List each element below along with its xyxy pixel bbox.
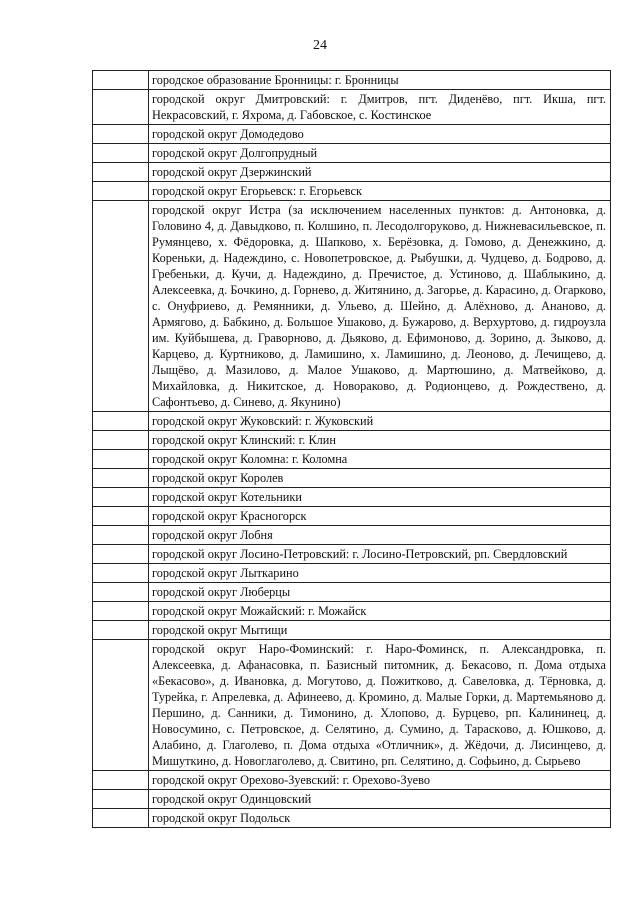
blank-cell — [93, 640, 149, 771]
table-row — [93, 71, 611, 90]
table-row — [93, 182, 611, 201]
table-cell: городской округ Дмитровский: г. Дмитров, пгт. Диденёво, пгт. Икша, пгт. Некрасовский, г. Яхрома, д. Габовское, с. Костинское — [149, 90, 611, 125]
table-cell: городской округ Клинский: г. Клин — [149, 431, 611, 450]
table-row — [93, 201, 611, 412]
table-row — [93, 526, 611, 545]
blank-cell — [93, 431, 149, 450]
blank-cell — [93, 71, 149, 90]
table-cell: городской округ Люберцы — [149, 583, 611, 602]
table-row — [93, 507, 611, 526]
table-cell: городской округ Долгопрудный — [149, 144, 611, 163]
table-cell: городское образование Бронницы: г. Бронницы — [149, 71, 611, 90]
blank-cell — [93, 90, 149, 125]
table-row — [93, 469, 611, 488]
blank-cell — [93, 144, 149, 163]
blank-cell — [93, 125, 149, 144]
table-cell: городской округ Королев — [149, 469, 611, 488]
table-row — [93, 163, 611, 182]
blank-cell — [93, 564, 149, 583]
table-cell: городской округ Лыткарино — [149, 564, 611, 583]
table-row — [93, 640, 611, 771]
table-cell: городской округ Лобня — [149, 526, 611, 545]
blank-cell — [93, 507, 149, 526]
table-cell: городской округ Дзержинский — [149, 163, 611, 182]
page-number: 24 — [313, 38, 327, 53]
table-row — [93, 431, 611, 450]
municipality-table — [92, 70, 611, 828]
blank-cell — [93, 182, 149, 201]
blank-cell — [93, 602, 149, 621]
table-cell: городской округ Орехово-Зуевский: г. Орехово-Зуево — [149, 771, 611, 790]
blank-cell — [93, 469, 149, 488]
blank-cell — [93, 201, 149, 412]
table-row — [93, 144, 611, 163]
table-cell: городской округ Котельники — [149, 488, 611, 507]
table-cell: городской округ Истра (за исключением населенных пунктов: д. Антоновка, д. Головино 4, д. Давыдково, п. Колшино, п. Лесодолгоруково, д. Нижневасильевское, п. Румянцево, х. Фёдоровка, д. Шапково, х. Берёзовка, д. Гомово, д. Денежкино, д. Кореньки, д. Надеждино, с. Новопетровское, д. Рыбушки, д. Чудцево, д. Бодрово, д. Гребеньки, д. Кучи, д. Надеждино, д. Пречистое, д. Устиново, д. Шаблыкино, д. Алексеевка, д. Бочкино, д. Горнево, д. Житянино, д. Загорье, д. Карасино, д. Огарково, с. Онуфриево, д. Ремянники, д. Ульево, д. Шейно, д. Алёхново, д. Ананово, д. Армягово, д. Бабкино, д. Большое Ушаково, д. Бужарово, д. Верхуртово, д. гидроузла им. Куйбышева, д. Граворново, д. Дьяково, д. Ефимоново, д. Зорино, д. Зыково, д. Карцево, д. Куртниково, д. Ламишино, х. Ламишино, д. Леоново, д. Лечищево, д. Лыщёво, д. Мазилово, д. Малое Ушаково, д. Мартюшино, д. Матвейково, д. Михайловка, д. Никитское, д. Новораково, д. Родионцево, д. Рождествено, д. Сафонтьево, д. Синево, д. Якунино) — [149, 201, 611, 412]
table-cell: городской округ Одинцовский — [149, 790, 611, 809]
blank-cell — [93, 809, 149, 828]
blank-cell — [93, 450, 149, 469]
table-cell: городской округ Красногорск — [149, 507, 611, 526]
blank-cell — [93, 526, 149, 545]
blank-cell — [93, 583, 149, 602]
table-row — [93, 125, 611, 144]
table-cell: городской округ Жуковский: г. Жуковский — [149, 412, 611, 431]
table-row — [93, 450, 611, 469]
table-cell: городской округ Лосино-Петровский: г. Лосино-Петровский, рп. Свердловский — [149, 545, 611, 564]
table-cell: городской округ Можайский: г. Можайск — [149, 602, 611, 621]
table-row — [93, 488, 611, 507]
blank-cell — [93, 545, 149, 564]
table-row — [93, 809, 611, 828]
table-row — [93, 564, 611, 583]
table-cell: городской округ Мытищи — [149, 621, 611, 640]
blank-cell — [93, 790, 149, 809]
blank-cell — [93, 771, 149, 790]
table-row — [93, 621, 611, 640]
table-row — [93, 412, 611, 431]
table-cell: городской округ Коломна: г. Коломна — [149, 450, 611, 469]
table-row — [93, 602, 611, 621]
blank-cell — [93, 163, 149, 182]
table-row — [93, 771, 611, 790]
table-row — [93, 90, 611, 125]
blank-cell — [93, 621, 149, 640]
table-cell: городской округ Подольск — [149, 809, 611, 828]
table-cell: городской округ Егорьевск: г. Егорьевск — [149, 182, 611, 201]
blank-cell — [93, 412, 149, 431]
table-row — [93, 545, 611, 564]
table-row — [93, 790, 611, 809]
table-cell: городской округ Наро-Фоминский: г. Наро-Фоминск, п. Александровка, п. Алексеевка, д. Афанасовка, п. Базисный питомник, д. Бекасово, п. Дома отдыха «Бекасово», д. Ивановка, д. Могутово, д. Пожитково, д. Савеловка, д. Тёрновка, д. Турейка, г. Апрелевка, д. Афинеево, д. Кромино, д. Малые Горки, д. Мартемьяново д. Першино, д. Санники, д. Тимонино, д. Хлопово, д. Бурцево, рп. Калининец, д. Новосумино, с. Петровское, д. Селятино, д. Сумино, д. Тараскoво, д. Юшково, д. Алабино, д. Глаголево, п. Дома отдыха «Отличник», д. Жёдочи, д. Лисинцево, д. Мишуткино, д. Новоглаголево, д. Свитино, рп. Селятино, д. Софьино, д. Сырьево — [149, 640, 611, 771]
blank-cell — [93, 488, 149, 507]
table-cell: городской округ Домодедово — [149, 125, 611, 144]
table-row — [93, 583, 611, 602]
